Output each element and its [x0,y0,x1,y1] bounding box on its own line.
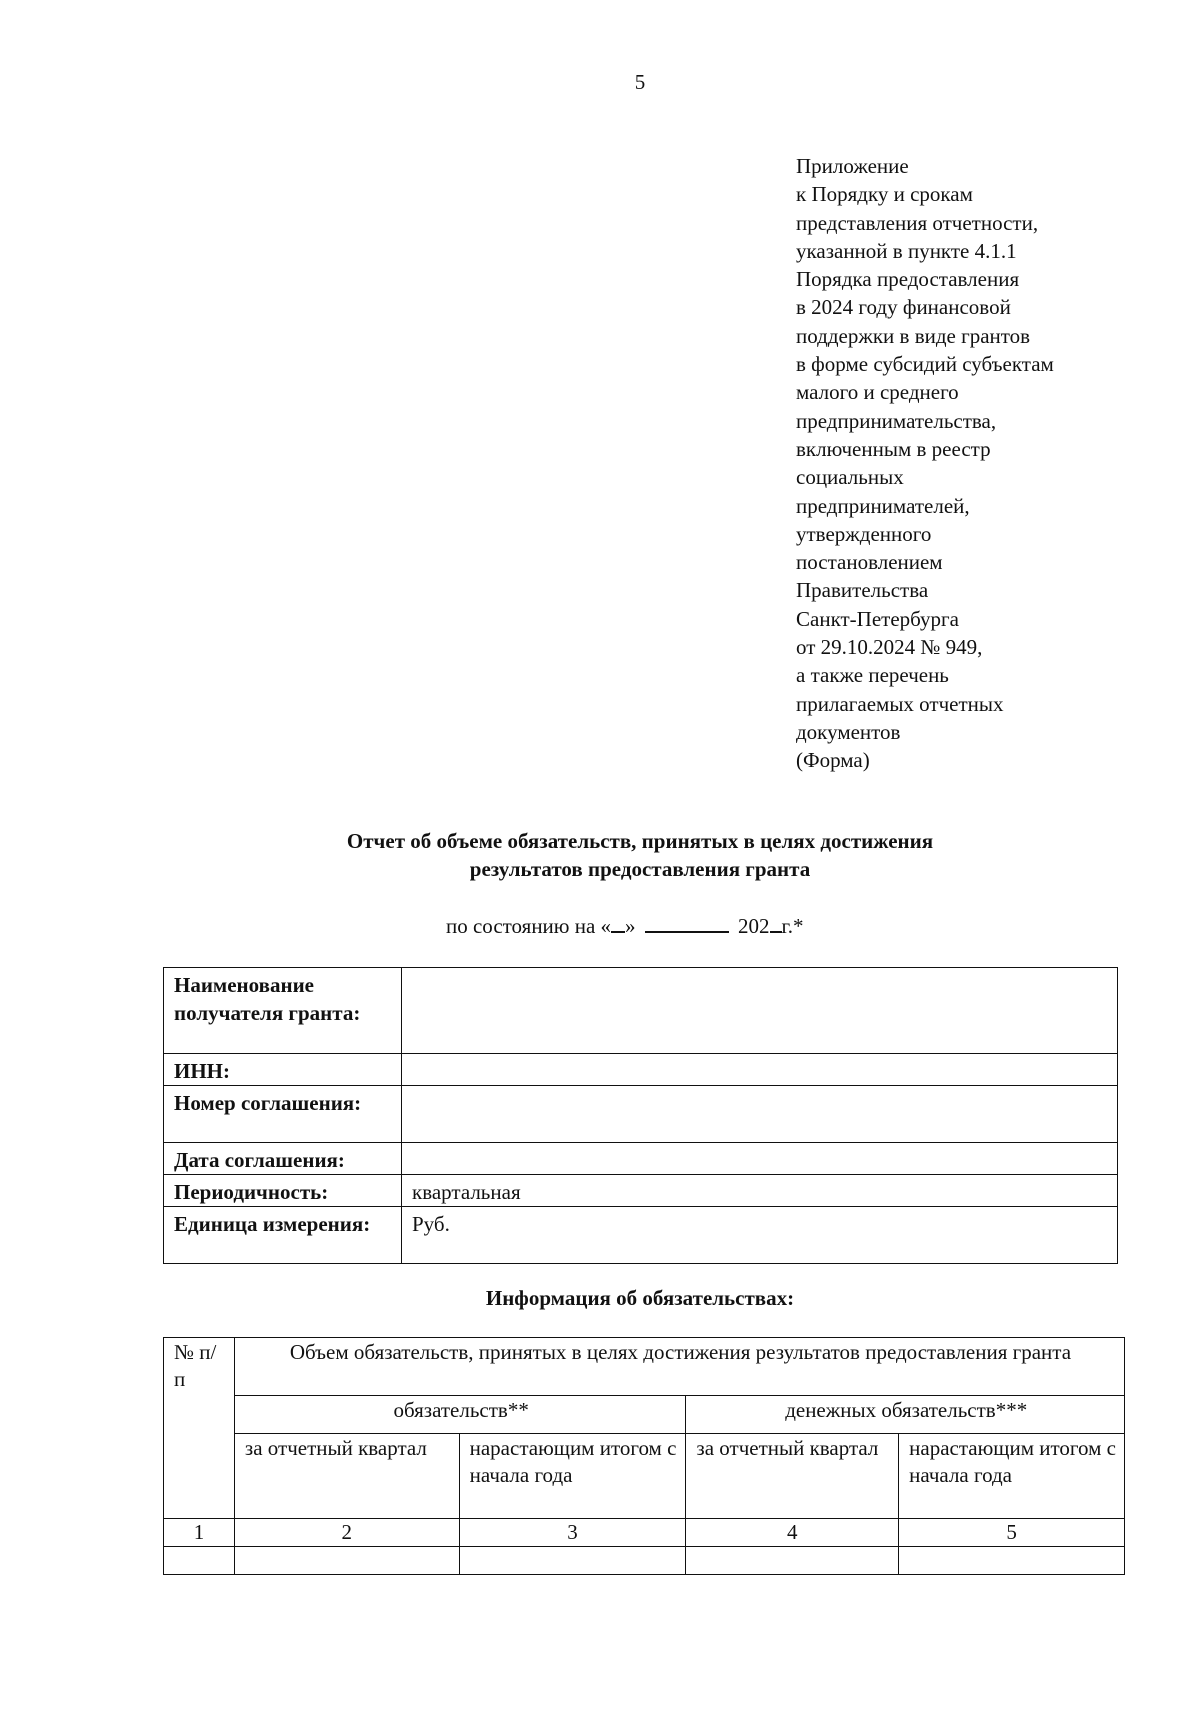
column-number: 4 [686,1519,899,1547]
month-blank[interactable] [645,931,729,933]
table-row [164,1054,1118,1086]
data-cell[interactable] [234,1547,459,1575]
monetary-group-header: денежных обязательств*** [686,1396,1125,1434]
recipient-name-label: Наименование получателя гранта: [164,968,402,1054]
monetary-cumulative-header: нарастающим итогом с начала года [899,1434,1125,1519]
appendix-line: Санкт-Петербурга [796,606,959,631]
data-cell[interactable] [899,1547,1125,1575]
data-cell[interactable] [459,1547,686,1575]
column-number: 1 [164,1519,235,1547]
appendix-line: постановлением [796,550,943,575]
appendix-line: в форме субсидий субъектам [796,352,1054,377]
agreement-date-field[interactable] [402,1143,1118,1175]
table-row [164,1175,1118,1207]
appendix-line: в 2024 году финансовой [796,295,1011,320]
volume-header: Объем обязательств, принятых в целях достижения результатов предоставления гранта [234,1338,1124,1396]
appendix-line: Приложение [796,154,909,178]
data-cell[interactable] [164,1547,235,1575]
date-year: 202 [738,914,770,938]
col-number-header: № п/п [164,1338,235,1519]
agreement-number-field[interactable] [402,1086,1118,1143]
inn-label: ИНН: [164,1054,402,1086]
periodicity-label: Периодичность: [164,1175,402,1207]
recipient-name-field[interactable] [402,968,1118,1054]
appendix-line: Порядка предоставления [796,267,1020,292]
column-number: 5 [899,1519,1125,1547]
appendix-line: утвержденного [796,521,932,546]
page-number: 5 [634,70,646,94]
appendix-line: включенным в реестр [796,436,991,461]
appendix-line: указанной в пункте 4.1.1 [796,238,1017,263]
date-mid: » [625,914,636,938]
table-row [164,1396,1125,1434]
section-title: Информация об обязательствах: [485,1286,795,1310]
appendix-line: а также перечень [796,663,949,688]
unit-label: Единица измерения: [164,1207,402,1264]
table-row [164,1519,1125,1547]
column-number: 3 [459,1519,686,1547]
appendix-line: социальных [796,465,904,490]
agreement-date-label: Дата соглашения: [164,1143,402,1175]
appendix-line: от 29.10.2024 № 949, [796,635,983,660]
appendix-line: предпринимателей, [796,493,970,518]
report-title-line: результатов предоставления гранта [469,857,811,881]
obligations-quarter-header: за отчетный квартал [234,1434,459,1519]
table-row [164,968,1118,1054]
appendix-line: прилагаемых отчетных [796,691,1004,716]
report-title-line: Отчет об объеме обязательств, принятых в целях достижения [346,829,934,853]
table-row [164,1207,1118,1264]
recipient-info-table [163,967,1118,1264]
monetary-quarter-header: за отчетный квартал [686,1434,899,1519]
appendix-block [796,152,1054,775]
report-date-line [446,914,804,939]
unit-value: Руб. [402,1207,1118,1264]
table-row [164,1143,1118,1175]
year-digit-blank[interactable] [770,931,782,933]
obligations-table [163,1337,1125,1575]
table-row [164,1547,1125,1575]
data-cell[interactable] [686,1547,899,1575]
date-prefix: по состоянию на « [446,914,612,938]
report-title [180,827,1100,883]
appendix-line: (Форма) [796,748,870,773]
obligations-group-header: обязательств** [234,1396,686,1434]
date-suffix: г.* [781,914,804,938]
appendix-line: представления отчетности, [796,210,1039,235]
column-number: 2 [234,1519,459,1547]
obligations-cumulative-header: нарастающим итогом с начала года [459,1434,686,1519]
appendix-line: документов [796,719,901,744]
appendix-line: малого и среднего [796,380,959,405]
day-blank[interactable] [611,931,625,933]
inn-field[interactable] [402,1054,1118,1086]
appendix-line: поддержки в виде грантов [796,323,1031,348]
agreement-number-label: Номер соглашения: [164,1086,402,1143]
appendix-line: Правительства [796,578,929,603]
periodicity-value: квартальная [402,1175,1118,1207]
appendix-line: к Порядку и срокам [796,182,973,207]
table-row [164,1086,1118,1143]
table-row [164,1338,1125,1396]
table-row [164,1434,1125,1519]
appendix-line: предпринимательства, [796,408,997,433]
